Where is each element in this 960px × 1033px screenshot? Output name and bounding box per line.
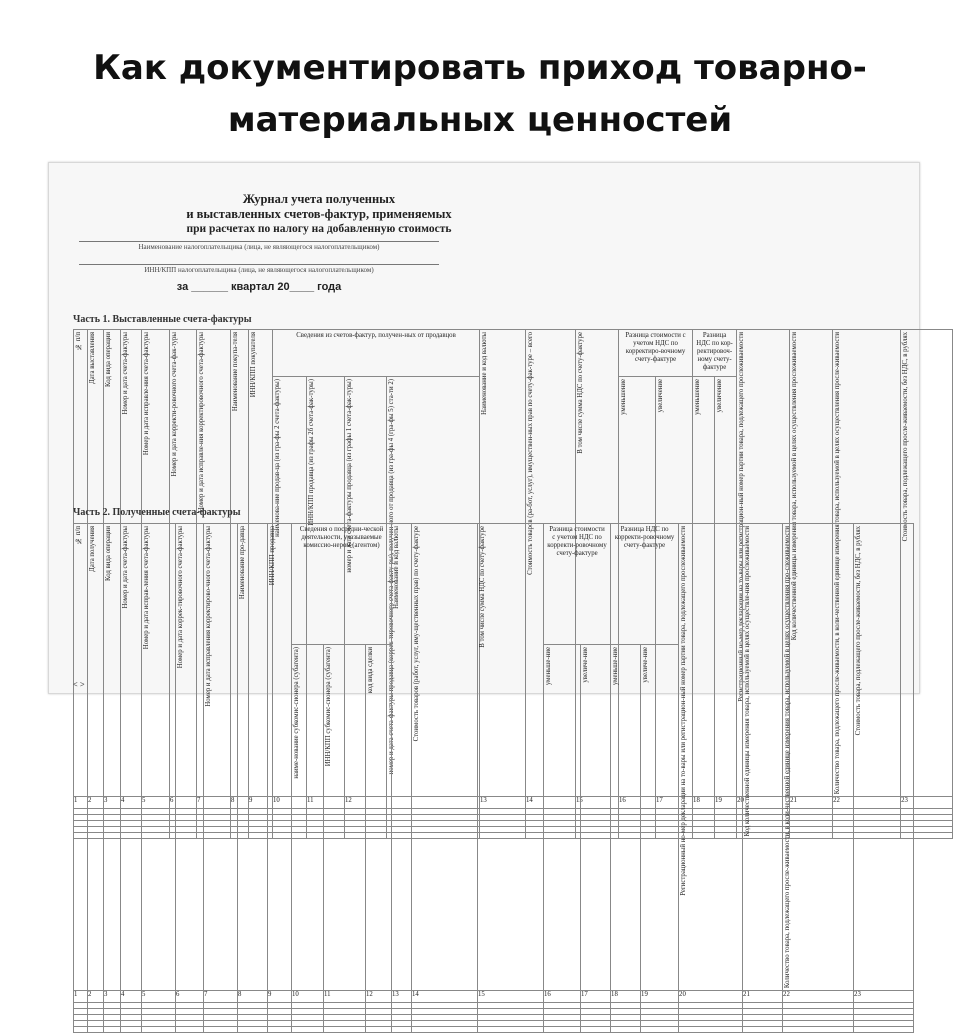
p2-col-7: Номер и дата исправления корректирово-чного счета-фактуры [204, 524, 238, 991]
p2-num-cell: 17 [581, 991, 611, 1003]
p2-num-cell: 23 [854, 991, 914, 1003]
caption-name: Наименование налогоплательщика (лица, не являющегося налогоплательщиком) [138, 243, 380, 251]
p1-num-cell: 19 [715, 797, 737, 809]
p1-col-11: ИНН/КПП продавца (из графы 2б счета-фак-туры) [307, 377, 345, 797]
p2-col-10: наиме-нование субкомис-сионера (субагента) [292, 645, 324, 991]
caption-inn: ИНН/КПП налогоплательщика (лица, не являющегося налогоплательщиком) [144, 266, 374, 274]
p2-col-6: Номер и дата коррек-тировочного счета-фактуры [176, 524, 204, 991]
p2-num-cell: 22 [783, 991, 854, 1003]
p1-col-16: В том числе сумма НДС по счету-фактуре [576, 330, 619, 797]
p1-col-7: Номер и дата исправле-ния корректировочного счета-фактуры [197, 330, 231, 797]
footer-mark: < > [73, 680, 85, 689]
p1-num-cell: 17 [656, 797, 693, 809]
p2-num-cell: 19 [641, 991, 679, 1003]
p1-num-cell: 12 [345, 797, 387, 809]
p2-num-cell: 14 [412, 991, 478, 1003]
p2-col-3: Код вида операции [104, 524, 121, 991]
p2-num-cell: 9 [268, 991, 292, 1003]
journal-title-line-1: Журнал учета полученных [242, 192, 396, 206]
slide-title-line-1: Как документировать приход товарно- [93, 48, 867, 88]
slide-title-line-2: материальных ценностей [227, 100, 733, 140]
p2-col-22: Количество товара, подлежащего просле-живаемости, в коли-чественной единице измерения товара, используемой в целях осуществления про-слеживаемости [783, 524, 854, 991]
p1-col-6: Номер и дата корректи-ровочного счета-фак-туры [170, 330, 197, 797]
p2-col-23: Стоимость товара, подлежащего просле-живаемости, без НДС, в рублях [854, 524, 914, 991]
p1-num-cell: 8 [231, 797, 249, 809]
p1-num-cell: 3 [104, 797, 121, 809]
p1-col-15: Стоимость товаров (ра-бот, услуг), имуществен-ных прав по счету-фак-туре – всего [526, 330, 576, 797]
p2-num-cell: 10 [292, 991, 324, 1003]
p1-col-9: ИНН/КПП покупателя [249, 330, 273, 797]
p1-col-3: Код вида операции [104, 330, 121, 797]
p1-num-cell: 9 [249, 797, 273, 809]
p1-col-13: номер и дата счета-фактуры продавца (коррек-тировочного счета-факту-ры), получен-ного от продавца (из гра-фы 4 (гра-фы 5) ста-ти 2) [387, 377, 480, 797]
p1-col-8: Наименование покупа-теля [231, 330, 249, 797]
p1-col-14: Наименование и код валюты [480, 330, 526, 797]
p1-num-cell: 10 [273, 797, 307, 809]
p1-col-21: Регистрационный но-мер декларации на то-вары или регистрацион-ный номер партии товара, подлежащего прослеживаемости [737, 330, 790, 797]
p2-num-cell: 18 [611, 991, 641, 1003]
p2-group-diff-vat: Разница НДС по корректи-ровочному счету-фактуре [611, 524, 679, 645]
p2-col-18: уменьше-ние [611, 645, 641, 991]
p2-col-1: № п/п [74, 524, 88, 991]
p1-col-23: Количество товара, подлежащего просле-живаемости, в коли-чественной единице измерения товара, используемой в целях осуществления просле-живаемости [833, 330, 901, 797]
part1-title: Часть 1. Выставленные счета-фактуры [73, 314, 252, 325]
p1-col-20: увеличение [715, 377, 737, 797]
p2-num-cell: 5 [142, 991, 176, 1003]
p2-num-cell: 3 [104, 991, 121, 1003]
p2-col-17: увеличе-ние [581, 645, 611, 991]
p2-num-cell: 13 [392, 991, 412, 1003]
slide-title [0, 42, 960, 146]
p1-col-22: Код количественной единицы измерения товара, используемой в целях осуществления прослеживаемости [790, 330, 833, 797]
p1-col-5: Номер и дата исправле-ния счета-фактуры [142, 330, 170, 797]
p1-num-cell: 7 [197, 797, 231, 809]
p2-col-16: уменьше-ние [544, 645, 581, 991]
inn-line [79, 264, 439, 265]
p2-num-cell: 11 [324, 991, 366, 1003]
quarter-line: за ______ квартал 20____ года [176, 281, 342, 293]
journal-document-scan [48, 162, 920, 999]
p1-num-cell: 1 [74, 797, 88, 809]
p1-col-2: Дата выставления [88, 330, 104, 797]
p1-col-17: уменьшение [619, 377, 656, 797]
p2-num-cell: 8 [238, 991, 268, 1003]
p1-col-1: № п/п [74, 330, 88, 797]
p2-col-21: Код количественной единицы измерения товара, используемой в целях осуществле-ния прослеживаемости [743, 524, 783, 991]
p2-col-19: увеличе-ние [641, 645, 679, 991]
p1-num-cell: 16 [619, 797, 656, 809]
p2-col-13: Наименование и код валюты [392, 524, 412, 991]
p2-num-cell: 21 [743, 991, 783, 1003]
p1-num-cell: 13 [480, 797, 526, 809]
p1-group-diff-vat: Разница НДС по кор-ректировоч-ному счету-фактуре [693, 330, 737, 377]
p1-group-diff-cost: Разница стоимости с учетом НДС по корректиро-вочному счету-фактуре [619, 330, 693, 377]
p2-group-diff-cost: Разница стоимости с учетом НДС по корректи-ровочному счету-фактуре [544, 524, 611, 645]
p2-col-2: Дата получения [88, 524, 104, 991]
journal-title-line-3: при расчетах по налогу на добавленную стоимость [186, 223, 452, 235]
p2-num-cell: 20 [679, 991, 743, 1003]
p1-num-cell: 22 [833, 797, 901, 809]
p2-num-cell: 6 [176, 991, 204, 1003]
p2-num-cell: 7 [204, 991, 238, 1003]
p1-num-cell: 15 [576, 797, 619, 809]
p1-num-cell: 14 [526, 797, 576, 809]
p2-num-cell: 2 [88, 991, 104, 1003]
p2-num-cell: 1 [74, 991, 88, 1003]
p1-col-4: Номер и дата счета-фактуры [121, 330, 142, 797]
p2-num-cell: 4 [121, 991, 142, 1003]
name-line [79, 241, 439, 242]
p2-col-12: код вида сделки [366, 645, 392, 991]
p1-num-cell: 20 [737, 797, 790, 809]
p2-blank-row [74, 1027, 914, 1033]
p2-col-8: Наименование про-давца [238, 524, 268, 991]
p1-num-cell: 4 [121, 797, 142, 809]
p2-col-4: Номер и дата счета-фактуры [121, 524, 142, 991]
p1-col-19: уменьшение [693, 377, 715, 797]
p1-num-cell: 21 [790, 797, 833, 809]
journal-title [129, 192, 509, 237]
p1-num-cell: 23 [901, 797, 953, 809]
p2-col-20: Регистрационный но-мер декларации на то-вары или регистрацион-ный номер партии товара, подлежащего прослеживаемости [679, 524, 743, 991]
p2-col-14: Стоимость товаров (работ, услуг, иму-щественных прав) по счету-фактуре [412, 524, 478, 991]
p1-col-10: наименова-ние продав-ца (из гра-фы 2 счета-фактуры) [273, 377, 307, 797]
p2-num-cell: 12 [366, 991, 392, 1003]
p1-col-12: номер и дата счета-фактуры продавца (из графы 1 счета-фак-туры) [345, 377, 387, 797]
p1-num-cell: 11 [307, 797, 345, 809]
part2-title: Часть 2. Полученные счета-фактуры [73, 507, 241, 518]
p2-number-row [74, 991, 914, 1003]
p2-col-5: Номер и дата исправ-ления счета-фактуры [142, 524, 176, 991]
p2-col-15: В том числе сумма НДС по счету-фактуре [478, 524, 544, 991]
p1-num-cell: 2 [88, 797, 104, 809]
p2-num-cell: 16 [544, 991, 581, 1003]
journal-title-line-2: и выставленных счетов-фактур, применяемых [186, 207, 452, 221]
p1-col-24: Стоимость товара, подлежащего просле-живаемости, без НДС, в рублях [901, 330, 953, 797]
p1-col-18: увеличение [656, 377, 693, 797]
p2-col-11: ИНН/КПП субкомис-сионера (субагента) [324, 645, 366, 991]
p1-num-cell: 6 [170, 797, 197, 809]
p1-group-seller-info: Сведения из счетов-фактур, получен-ных от продавцов [273, 330, 480, 377]
p2-col-9: ИНН/КПП продавца [268, 524, 292, 991]
p1-num-cell: 5 [142, 797, 170, 809]
p1-num-cell: 18 [693, 797, 715, 809]
p2-num-cell: 15 [478, 991, 544, 1003]
p2-group-agent-info: Сведения о посредни-ческой деятельности, указываемые комиссио-нером (агентом) [292, 524, 392, 645]
part2-table [73, 523, 914, 1033]
